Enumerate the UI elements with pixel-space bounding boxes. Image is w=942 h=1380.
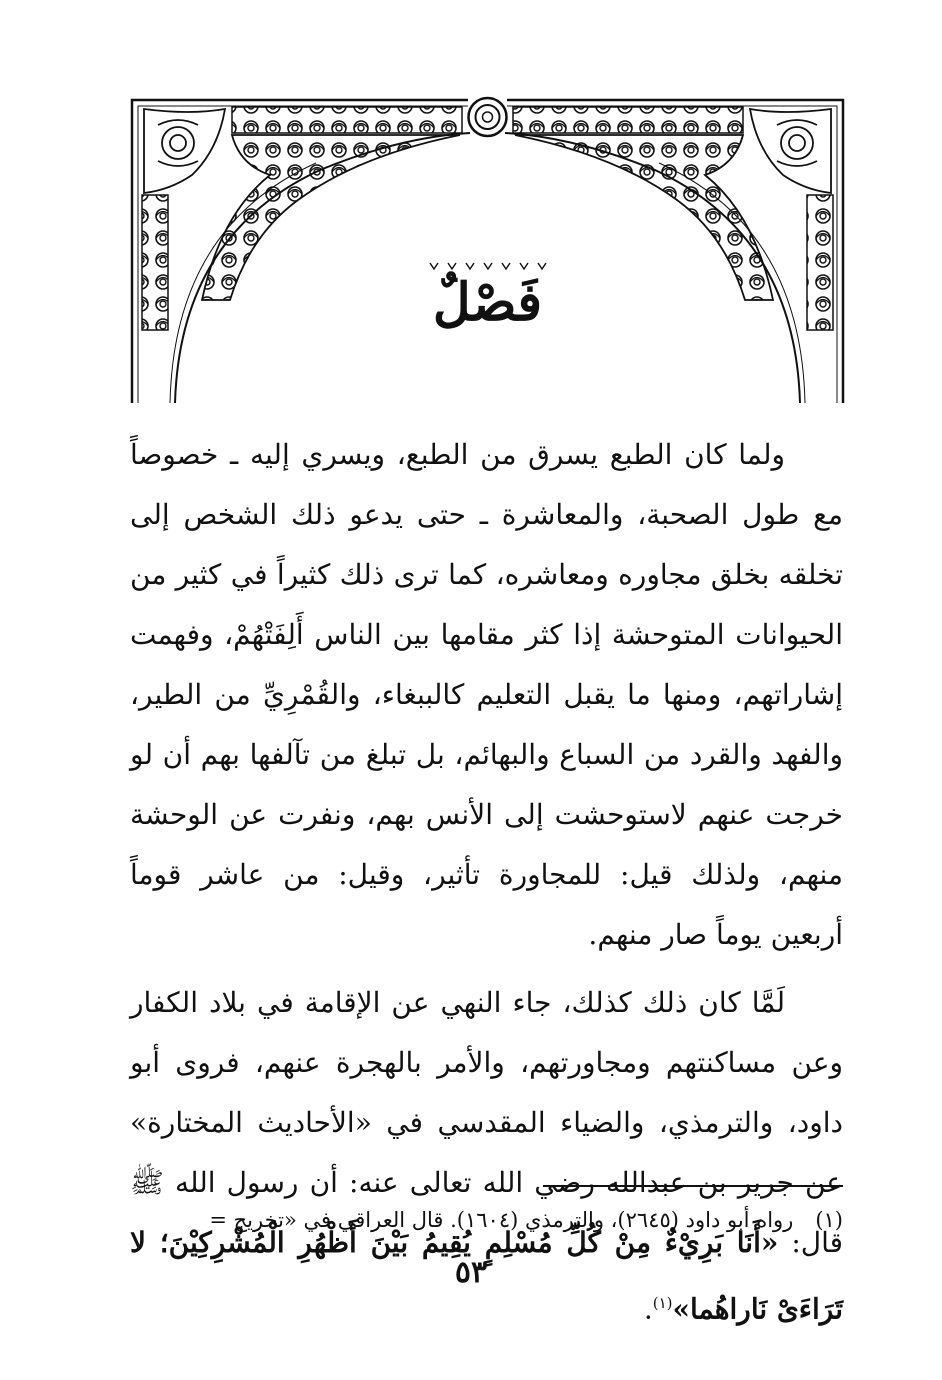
hadith-quote: «أَنَا بَرِيْءٌ مِنْ كُلِّ مُسْلِمٍ يُقِيمُ بَيْنَ أَظْهُرِ الْمُشْرِكِيْنَ؛ لا تَرَاءَىْ نَاراهُما» <box>130 1226 843 1326</box>
footnote-divider <box>543 1185 843 1187</box>
footnote <box>130 1200 843 1240</box>
footnote-number: (١) <box>815 1208 843 1232</box>
sentence-end: . <box>643 1292 653 1326</box>
ornamental-frame <box>130 95 845 405</box>
paragraph: ولما كان الطبع يسرق من الطبع، ويسري إليه ـ خصوصاً مع طول الصحبة، والمعاشرة ـ حتى يدعو ذلك الشخص إلى تخلقه بخلق مجاوره ومعاشره، كما ترى ذلك كثيراً في كثير من الحيوانات المتوحشة إذا كثر مقامها بين الناس أَلِفَتْهُمْ، وفهمت إشاراتهم، ومنها ما يقبل التعليم كالببغاء، والقُمْرِيِّ من الطير، والفهد والقرد من السباع والبهائم، بل تبلغ من تآلفها بهم أن لو خرجت عنهم لاستوحشت إلى الأنس بهم، ونفرت عن الوحشة منهم، ولذلك قيل: للمجاورة تأثير، وقيل: من عاشر قوماً أربعين يوماً صار منهم. <box>130 438 843 951</box>
chapter-title: فَصْلٌ <box>432 272 543 333</box>
footnote-text: رواه أبو داود (٢٦٤٥)، والترمذي (١٦٠٤). قال العراقي في «تخريج = <box>209 1208 794 1232</box>
paragraph-lead: لَمَّا كان ذلك كذلك، جاء النهي عن الإقامة في بلاد الكفار وعن مساكنتهم ومجاورتهم، والأمر بالهجرة عنهم، فروى أبو داود، والترمذي، والضياء المقدسي في «الأحاديث المختارة» عن جرير بن عبدالله رضي الله تعالى عنه: أن رسول الله ﷺ قال: <box>130 986 844 1259</box>
footnote-marker[interactable]: (١) <box>652 1294 673 1312</box>
page-number: ٥٣ <box>454 1255 488 1290</box>
